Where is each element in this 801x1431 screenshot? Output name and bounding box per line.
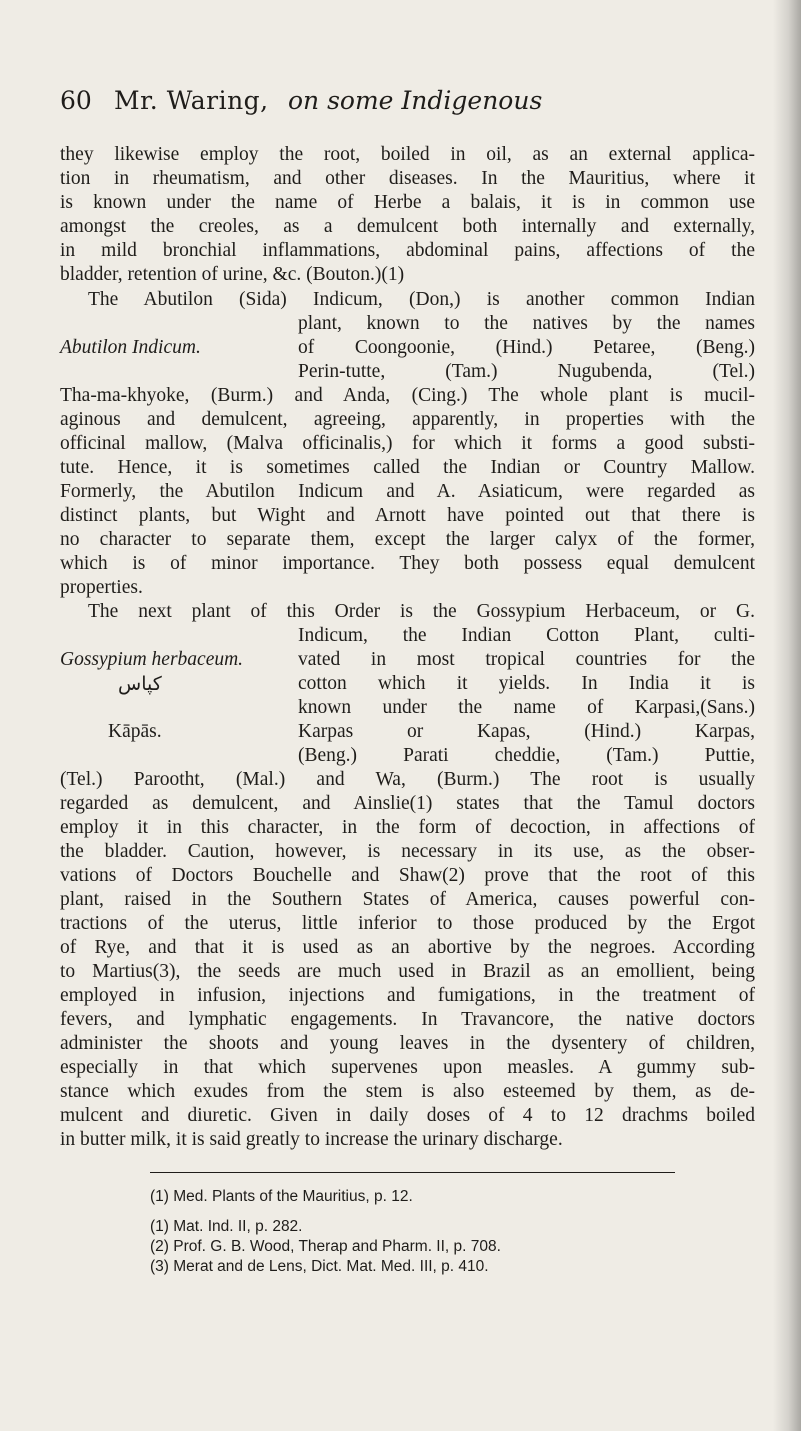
text-line: The Abutilon (Sida) Indicum, (Don,) is another common Indian (88, 289, 755, 310)
text-line: distinct plants, but Wight and Arnott have pointed out that there is (60, 505, 755, 526)
text-line: stance which exudes from the stem is also esteemed by them, as de- (60, 1081, 755, 1102)
text-line: (Beng.) Parati cheddie, (Tam.) Puttie, (298, 745, 755, 766)
text-line: known under the name of Karpasi,(Sans.) (298, 697, 755, 718)
text-line: tion in rheumatism, and other diseases. In the Mauritius, where it (60, 168, 755, 189)
header-title: on some Indigenous (288, 86, 543, 115)
text-line: officinal mallow, (Malva officinalis,) for which it forms a good substi- (60, 433, 755, 454)
text-line: amongst the creoles, as a demulcent both internally and externally, (60, 216, 755, 237)
text-line: Tha-ma-khyoke, (Burm.) and Anda, (Cing.) The whole plant is mucil- (60, 385, 755, 406)
text-line: regarded as demulcent, and Ainslie(1) states that the Tamul doctors (60, 793, 755, 814)
text-line: employed in infusion, injections and fumigations, in the treatment of (60, 985, 755, 1006)
header-author: Mr. Waring, (114, 86, 269, 115)
text-line: Perin-tutte, (Tam.) Nugubenda, (Tel.) (298, 361, 755, 382)
text-line: of Rye, and that it is used as an abortive by the negroes. According (60, 937, 755, 958)
page-edge-shadow (773, 0, 801, 1431)
text-line: cotton which it yields. In India it is (298, 673, 755, 694)
text-line: Indicum, the Indian Cotton Plant, culti- (298, 625, 755, 646)
text-line: of Coongoonie, (Hind.) Petaree, (Beng.) (298, 337, 755, 358)
sidenote-arabic-name: كپاس (118, 673, 162, 695)
text-line: vated in most tropical countries for the (298, 649, 755, 670)
text-line: aginous and demulcent, agreeing, apparently, in properties with the (60, 409, 755, 430)
text-line: plant, known to the natives by the names (298, 313, 755, 334)
sidenote-kapas: Kāpās. (108, 721, 162, 742)
text-line: (Tel.) Parootht, (Mal.) and Wa, (Burm.) The root is usually (60, 769, 755, 790)
text-line: The next plant of this Order is the Gossypium Herbaceum, or G. (88, 601, 755, 622)
sidenote-gossypium: Gossypium herbaceum. (60, 649, 244, 670)
text-line: they likewise employ the root, boiled in oil, as an external applica- (60, 144, 755, 165)
text-line: is known under the name of Herbe a balais, it is in common use (60, 192, 755, 213)
text-line: Formerly, the Abutilon Indicum and A. Asiaticum, were regarded as (60, 481, 755, 502)
text-line: especially in that which supervenes upon measles. A gummy sub- (60, 1057, 755, 1078)
text-line: vations of Doctors Bouchelle and Shaw(2) prove that the root of this (60, 865, 755, 886)
text-line: administer the shoots and young leaves in the dysentery of children, (60, 1033, 755, 1054)
text-line: in butter milk, it is said greatly to increase the urinary discharge. (60, 1129, 563, 1150)
footnote-rule-1 (150, 1172, 675, 1173)
text-line: plant, raised in the Southern States of America, causes powerful con- (60, 889, 755, 910)
text-line: tute. Hence, it is sometimes called the Indian or Country Mallow. (60, 457, 755, 478)
text-line: employ it in this character, in the form of decoction, in affections of (60, 817, 755, 838)
text-line: tractions of the uterus, little inferior to those produced by the Ergot (60, 913, 755, 934)
text-line: fevers, and lymphatic engagements. In Travancore, the native doctors (60, 1009, 755, 1030)
sidenote-abutilon: Abutilon Indicum. (60, 337, 201, 358)
page-number: 60 (60, 86, 92, 115)
footnote: (1) Med. Plants of the Mauritius, p. 12. (150, 1188, 413, 1205)
text-line: Karpas or Kapas, (Hind.) Karpas, (298, 721, 755, 742)
text-line: which is of minor importance. They both possess equal demulcent (60, 553, 755, 574)
text-line: no character to separate them, except the larger calyx of the former, (60, 529, 755, 550)
text-line: properties. (60, 577, 143, 598)
footnote: (1) Mat. Ind. II, p. 282. (150, 1218, 303, 1235)
text-line: in mild bronchial inflammations, abdominal pains, affections of the (60, 240, 755, 261)
text-line: mulcent and diuretic. Given in daily doses of 4 to 12 drachms boiled (60, 1105, 755, 1126)
footnote: (2) Prof. G. B. Wood, Therap and Pharm. II, p. 708. (150, 1238, 501, 1255)
running-header (60, 86, 760, 120)
text-line: to Martius(3), the seeds are much used in Brazil as an emollient, being (60, 961, 755, 982)
footnote: (3) Merat and de Lens, Dict. Mat. Med. III, p. 410. (150, 1258, 489, 1275)
text-line: bladder, retention of urine, &c. (Bouton.)(1) (60, 264, 405, 285)
text-line: the bladder. Caution, however, is necessary in its use, as the obser- (60, 841, 755, 862)
